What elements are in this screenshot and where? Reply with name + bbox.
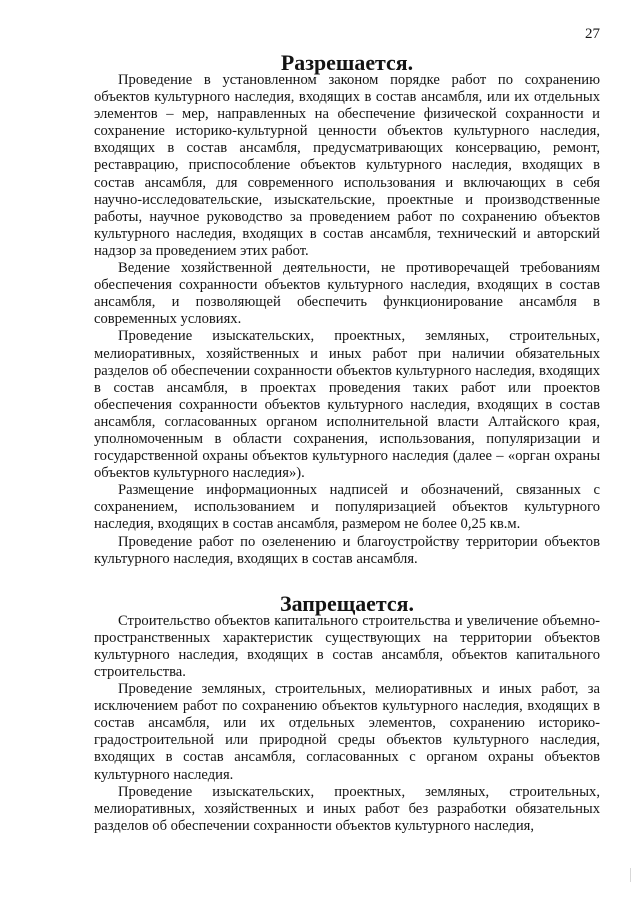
- permitted-paragraph-3: Проведение изыскательских, проектных, земляных, строительных, мелиоративных, хозяйственных и иных работ при наличии обязательных разделов об обеспечении сохранности объектов культурного наследия, входящих в состав ансамбля, в проектах проведения таких работ или проектов обеспечения сохранности объектов культурного наследия, входящих в состав ансамбля, согласованных органом исполнительной власти Алтайского края, уполномоченным в области сохранения, использования, популяризации и государственной охраны объектов культурного наследия (далее – «орган охраны объектов культурного наследия»).: [94, 328, 600, 482]
- permitted-paragraph-1: Проведение в установленном законом порядке работ по сохранению объектов культурного наследия, входящих в состав ансамбля, или их отдельных элементов – мер, направленных на обеспечение физической сохранности и сохранение историко-культурной ценности объектов культурного наследия, входящих в состав ансамбля, предусматривающих консервацию, ремонт, реставрацию, приспособление объектов культурного наследия, входящих в состав ансамбля, для современного использования и включающих в себя научно-исследовательские, изыскательские, проектные и производственные работы, научное руководство за проведением работ по сохранению объектов культурного наследия, входящих в состав ансамбля, технический и авторский надзор за проведением этих работ.: [94, 72, 600, 259]
- forbidden-paragraph-2: Проведение земляных, строительных, мелиоративных и иных работ, за исключением работ по сохранению объектов культурного наследия, входящих в состав ансамбля, или их отдельных элементов, сохранению историко-градостроительной или природной среды объектов культурного наследия, входящих в состав ансамбля, согласованных с органом охраны объектов культурного наследия.: [94, 681, 600, 783]
- permitted-heading: Разрешается.: [280, 50, 414, 75]
- page-number: 27: [585, 26, 600, 42]
- scan-edge-mark: [630, 868, 634, 882]
- forbidden-paragraph-3: Проведение изыскательских, проектных, земляных, строительных, мелиоративных, хозяйственных и иных работ без разработки обязательных разделов об обеспечении сохранности объектов культурного наследия,: [94, 783, 600, 834]
- document-body: [94, 48, 600, 835]
- forbidden-paragraph-1: Строительство объектов капитального строительства и увеличение объемно-пространственных характеристик существующих на территории объектов культурного наследия, входящих в состав ансамбля, объектов капитального строительства.: [94, 612, 600, 680]
- permitted-section: [94, 50, 600, 568]
- permitted-paragraph-2: Ведение хозяйственной деятельности, не противоречащей требованиям обеспечения сохранности объектов культурного наследия, входящих в состав ансамбля, и позволяющей обеспечить функционирование ансамбля в современных условиях.: [94, 260, 600, 328]
- forbidden-section: [94, 590, 600, 835]
- permitted-paragraph-4: Размещение информационных надписей и обозначений, связанных с сохранением, использованием и популяризацией объектов культурного наследия, входящих в состав ансамбля, размером не более 0,25 кв.м.: [94, 482, 600, 533]
- forbidden-heading: Запрещается.: [280, 590, 414, 616]
- permitted-paragraph-5: Проведение работ по озеленению и благоустройству территории объектов культурного наследия, входящих в состав ансамбля.: [94, 533, 600, 567]
